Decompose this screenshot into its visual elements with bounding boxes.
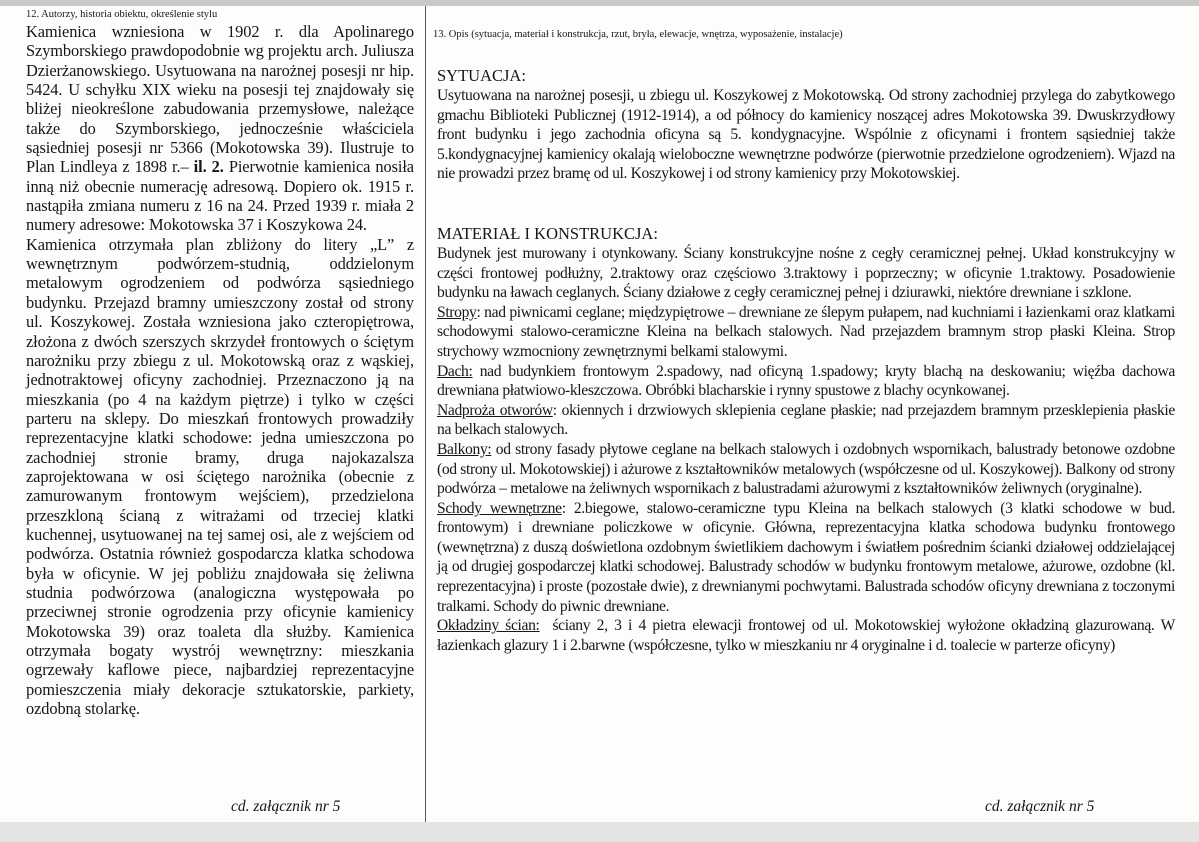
material-heading: MATERIAŁ I KONSTRUKCJA: <box>437 223 658 243</box>
item-label: Balkony: <box>437 440 492 458</box>
dach-item <box>437 362 1175 401</box>
section-13-header: 13. Opis (sytuacja, materiał i konstrukcja, rzut, bryła, elewacje, wnętrza, wyposażenie, instalacje) <box>433 29 843 40</box>
section-12-header: 12. Autorzy, historia obiektu, określenie stylu <box>26 9 218 20</box>
history-column <box>26 8 414 718</box>
item-label: Nadproża otworów <box>437 401 553 419</box>
item-label: Okładziny ścian: <box>437 617 540 635</box>
history-paragraph-2: Kamienica otrzymała plan zbliżony do litery „L” z wewnętrznym podwórzem-studnią, oddzielonym metalowym ogrodzeniem od podwórza sąsiedniego budynku. Przejazd bramny umieszczony został od strony ul. Koszykowej. Została wzniesiona jako czteropiętrowa, złożona z dwóch szerszych skrzydeł frontowych o ściętym narożniku przy zbiegu z ul. Mokotowską oraz z wąskiej, jednotraktowej oficyny zachodniej. Przeznaczono ją na mieszkania (po 4 na każdym piętrze) i tylko w części parteru na sklepy. Do mieszkań frontowych prowadziły reprezentacyjne klatki schodowe: jedna umieszczona po zachodniej stronie bramy, druga najokazalsza zaprojektowana w osi ściętego narożnika (obecnie z zamurowanym frontowym wejściem), przedzielona przeszkloną ścianą z witrażami od trzeciej klatki kuchennej, usytuowanej na tej samej osi, ale z wejściem od podwórza. Ostatnia również gospodarcza klatka schodowa była w oficynie. W jej pobliżu znajdowała się żeliwna studnia podwórzowa (analogiczna występowała po przeciwnej stronie ogrodzenia przy oficynie kamienicy Mokotowska 39) oraz toaleta dla służby. Kamienica otrzymała bogaty wystrój wewnętrzny: mieszkania ogrzewały kaflowe piece, najbardziej reprezentacyjne pomieszczenia miały dekoracje sztukatorskie, parkiety, ozdobną stolarkę. <box>26 234 414 719</box>
item-label: Dach: <box>437 362 473 380</box>
history-text-a: Kamienica wzniesiona w 1902 r. dla Apolinarego Szymborskiego prawdopodobnie wg projektu arch. Juliusza Dzierżanowskiego. Usytuowana na narożnej posesji nr hip. 5424. U schyłku XIX wieku na posesji tej znajdowały się bliżej nieokreślone zabudowania przemysłowe, należące także do Szymborskiego, jednocześnie właściciela sąsiedniej posesji nr 5366 (Mokotowska 39). Ilustruje to Plan Lindleya z 1898 r.– <box>26 22 414 177</box>
sytuacja-heading: SYTUACJA: <box>437 66 526 85</box>
item-text: ściany 2, 3 i 4 pietra elewacji frontowej od ul. Mokotowskiej wyłożone okładziną glazurowaną. W łazienkach glazury 1 i 2.barwne (współczesne, tylko w mieszkaniu nr 4 oryginalne i d. toalecie w parterze oficyny) <box>437 617 1179 654</box>
balkony-item <box>437 440 1175 499</box>
item-text: : nad piwnicami ceglane; międzypiętrowe – drewniane ze ślepym pułapem, nad kuchniami i łazienkami oraz klatkami schodowymi stalowo-ceramiczne Kleina na belkach stalowych. Nad przejazdem bramnym strop płaski Kleina. Strop strychowy wzmocniony zewnętrznymi belkami stalowymi. <box>437 303 1175 360</box>
column-divider <box>425 6 426 822</box>
right-continuation-note: cd. załącznik nr 5 <box>985 798 1095 815</box>
item-text: : okiennych i drzwiowych sklepienia ceglane płaskie; nad przejazdem bramnym przesklepienia płaskie na belkach stalowych. <box>437 401 1175 439</box>
item-text: : 2.biegowe, stalowo-ceramiczne typu Kleina na belkach stalowych (3 klatki schodowe w bud. frontowym) i drewniane policzkowe w oficynie. Główna, reprezentacyjna klatka schodowa budynku frontowego (wewnętrzna) z duszą doświetlona ozdobnym świetlikiem dachowym i światłem pośrednim ścianki działowej oddzielającej ją od drugiej gospodarczej klatki schodowej. Balustrady schodów w budynku frontowym metalowe, ażurowe, ozdobne (kl. reprezentacyjna) i proste (pozostałe dwie), z drewnianymi pochwytami. Balustrada schodów oficyny drewniana z toczonymi tralkami. Schody do piwnic drewniane. <box>437 499 1175 615</box>
item-text: od strony fasady płytowe ceglane na belkach stalowych i ozdobnych wspornikach, balustrady betonowe ozdobne (od strony ul. Mokotowskiej) i ażurowe z kształtowników metalowych (współczesne od ul. Koszykowej). Balkony od strony podwórza – metalowe na żeliwnych wspornikach z balustradami ażurowymi z kształtowników żeliwnych (oryginalne). <box>437 440 1175 498</box>
scan-bottom-edge <box>0 822 1199 842</box>
schody-item <box>437 499 1175 617</box>
description-column <box>433 28 1179 655</box>
item-label: Schody wewnętrzne <box>437 499 562 517</box>
item-label: Stropy <box>437 303 477 321</box>
item-text: nad budynkiem frontowym 2.spadowy, nad oficyną 1.spadowy; kryty blachą na deskowaniu; więźba dachowa drewniana płatwiowo-kleszczowa. Obróbki blacharskie i rynny spustowe z blachy ocynkowanej. <box>437 362 1175 400</box>
okladziny-item <box>437 616 1179 655</box>
illustration-reference: il. 2. <box>193 157 224 177</box>
history-paragraph-1 <box>26 22 414 235</box>
nadproza-item <box>437 401 1175 440</box>
material-text: Budynek jest murowany i otynkowany. Ściany konstrukcyjne nośne z cegły ceramicznej pełnej. Układ konstrukcyjny w części frontowej podłużny, 2.traktowy oraz częściowo 3.traktowy i poprzeczny; w oficynie 1.traktowy. Posadowienie budynku na ławach ceglanych. Ściany działowe z cegły ceramicznej pełnej i dziurawki, niektóre drewniane i szklone. <box>437 244 1175 302</box>
sytuacja-text: Usytuowana na narożnej posesji, u zbiegu ul. Koszykowej z Mokotowską. Od strony zachodniej przylega do zabytkowego gmachu Biblioteki Publicznej (1912-1914), a od północy do kamienicy noszącej adres Mokotowska 39. Dwuskrzydłowy front budynku i jego zachodnia oficyna są 5. kondygnacyjne. Wspólnie z oficynami i frontem sąsiedniej także 5.kondygnacyjnej kamienicy okalają wieloboczne wewnętrzne podwórze (pierwotnie przedzielone ogrodzeniem). Wjazd na nie prowadzi przez bramę od ul. Koszykowej i od strony kamienicy przy Mokotowskiej. <box>437 87 1175 183</box>
stropy-item <box>437 303 1175 362</box>
left-continuation-note: cd. załącznik nr 5 <box>231 798 341 815</box>
history-text-b: Pierwotnie kamienica nosiła inną niż obecnie numerację adresową. Dopiero ok. 1915 r. nastąpiła zmiana numeru z 16 na 24. Przed 1939 r. miała 2 numery adresowe: Mokotowska 37 i Koszykowa 24. <box>26 157 414 235</box>
scan-top-edge <box>0 0 1199 6</box>
